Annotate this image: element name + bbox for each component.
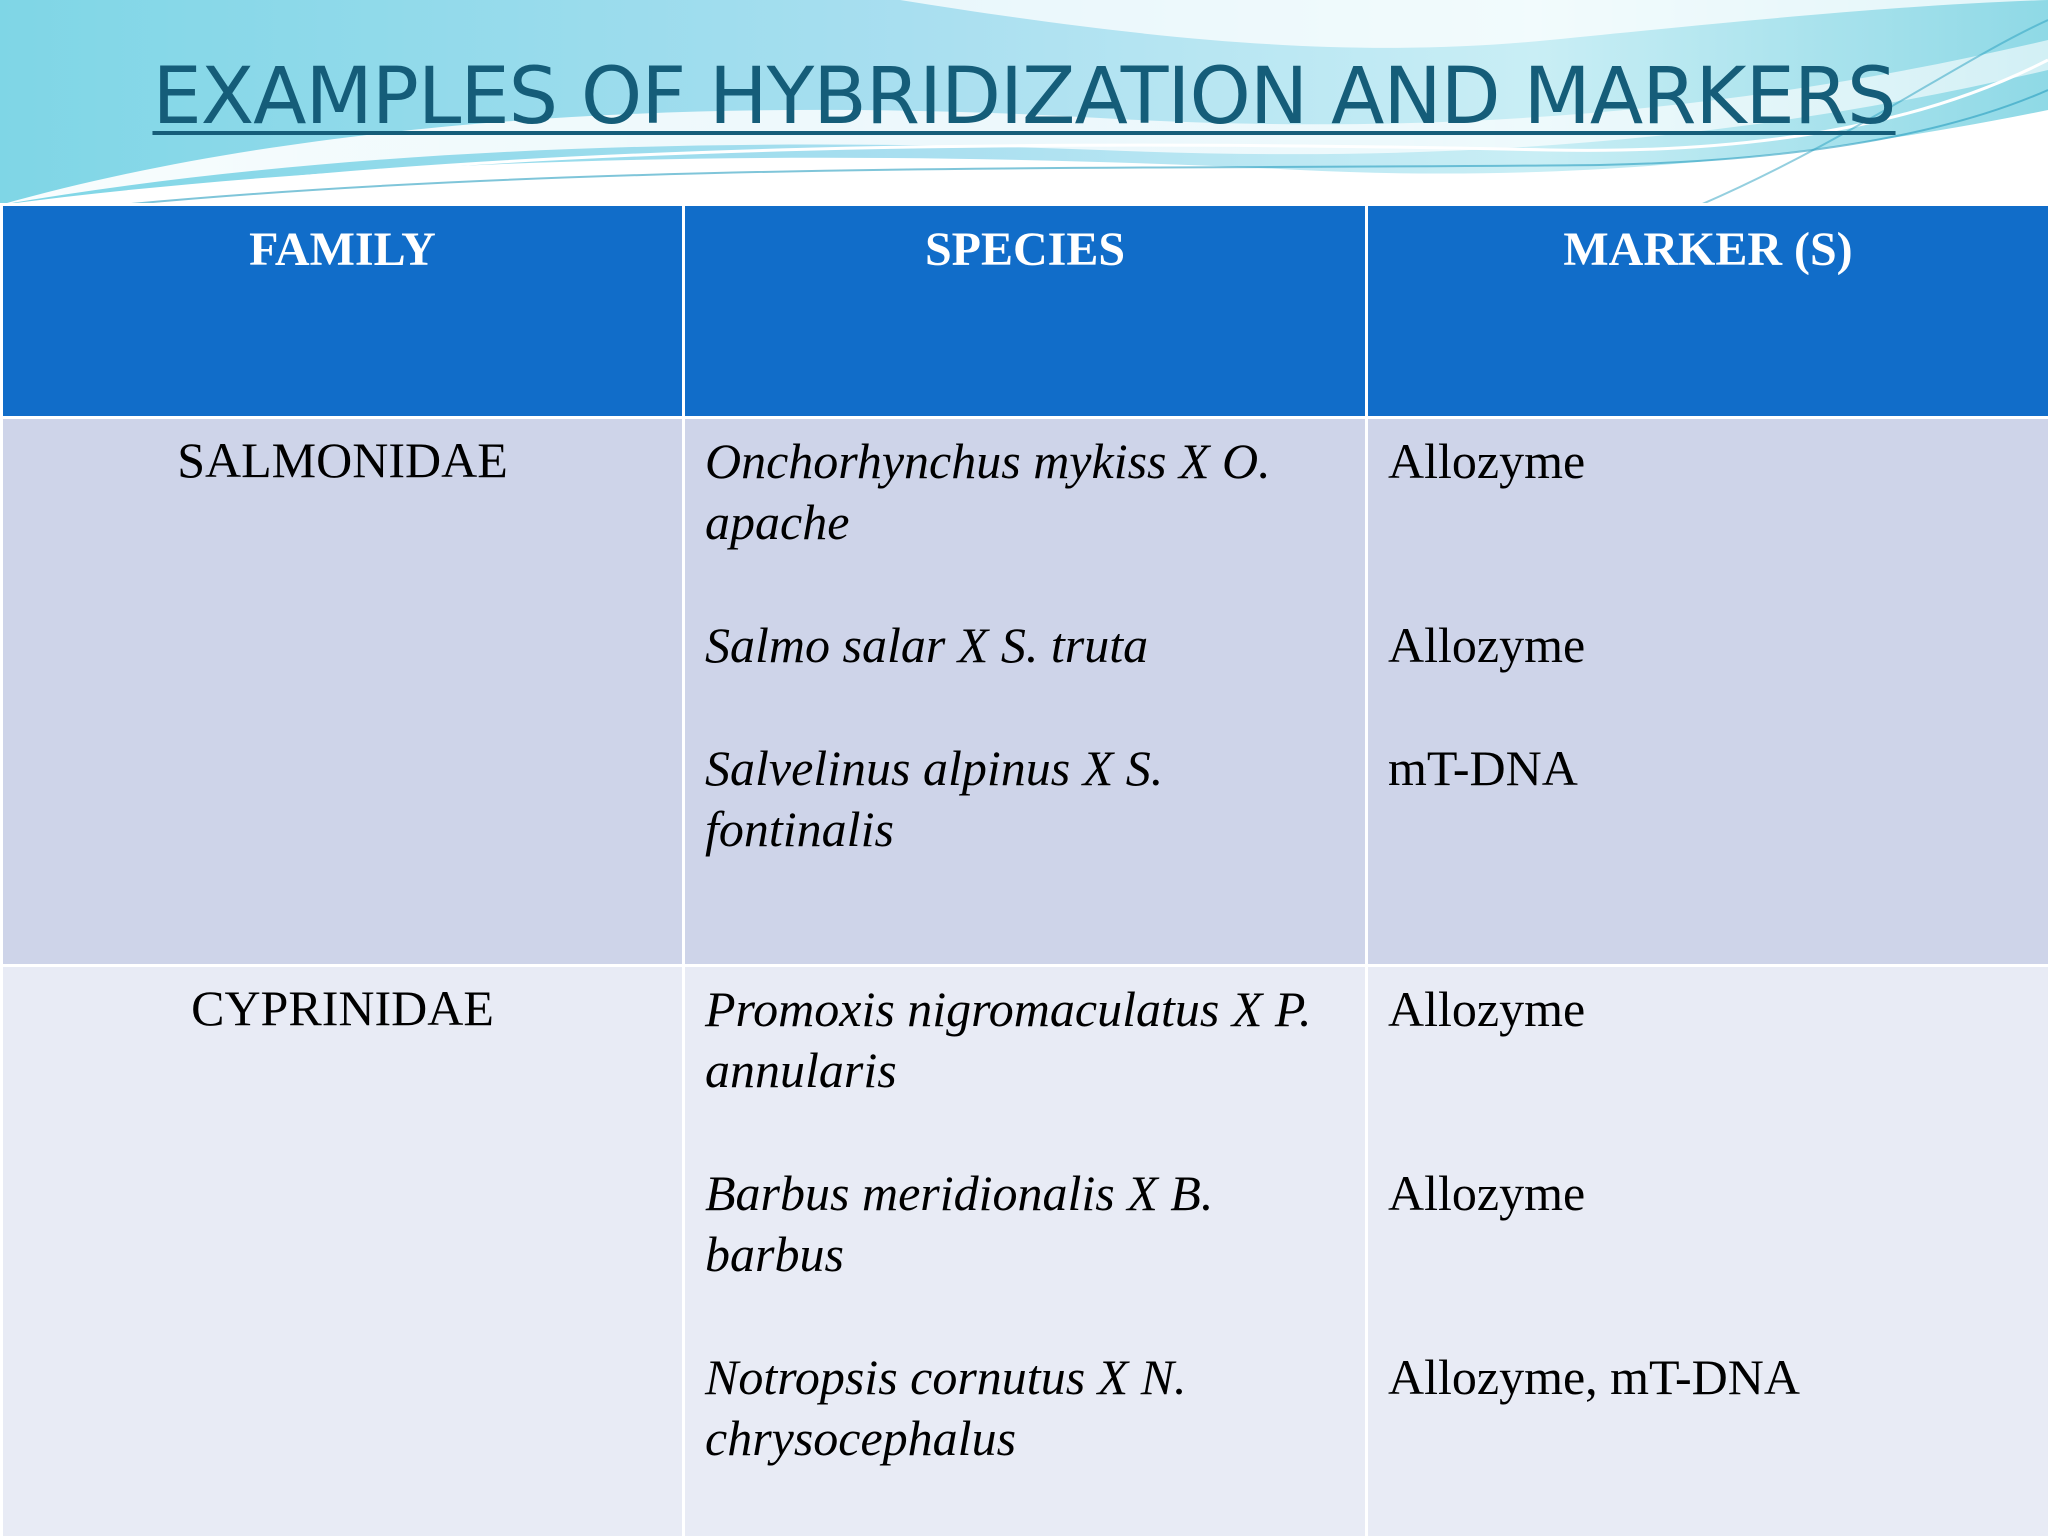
hybridization-table <box>0 203 2048 1539</box>
marker-name: Allozyme, mT-DNA <box>1388 1347 2028 1531</box>
marker-name: mT-DNA <box>1388 738 2028 922</box>
species-name: Salvelinus alpinus X S. fontinalis <box>705 738 1345 922</box>
marker-name: Allozyme <box>1388 431 2028 615</box>
slide-title: EXAMPLES OF HYBRIDIZATION AND MARKERS <box>0 52 2048 142</box>
species-name: Barbus meridionalis X B. barbus <box>705 1163 1345 1347</box>
marker-name: Allozyme <box>1388 1163 2028 1347</box>
species-name: Onchorhynchus mykiss X O. apache <box>705 431 1345 615</box>
marker-name: Allozyme <box>1388 615 2028 738</box>
table-row <box>2 418 2048 966</box>
species-name: Salmo salar X S. truta <box>705 615 1345 738</box>
header-markers: MARKER (S) <box>1367 205 2048 418</box>
table-row <box>2 966 2048 1538</box>
marker-name: Allozyme <box>1388 979 2028 1163</box>
header-family: FAMILY <box>2 205 684 418</box>
species-name: Promoxis nigromaculatus X P. annularis <box>705 979 1345 1163</box>
header-species: SPECIES <box>684 205 1367 418</box>
family-name: CYPRINIDAE <box>191 979 494 1037</box>
species-cell <box>684 418 1367 966</box>
species-name: Notropsis cornutus X N. chrysocephalus <box>705 1347 1345 1531</box>
family-name: SALMONIDAE <box>177 431 508 489</box>
species-cell <box>684 966 1367 1538</box>
marker-cell <box>1367 418 2048 966</box>
family-cell <box>2 966 684 1538</box>
marker-cell <box>1367 966 2048 1538</box>
family-cell <box>2 418 684 966</box>
table-header-row <box>2 205 2048 418</box>
